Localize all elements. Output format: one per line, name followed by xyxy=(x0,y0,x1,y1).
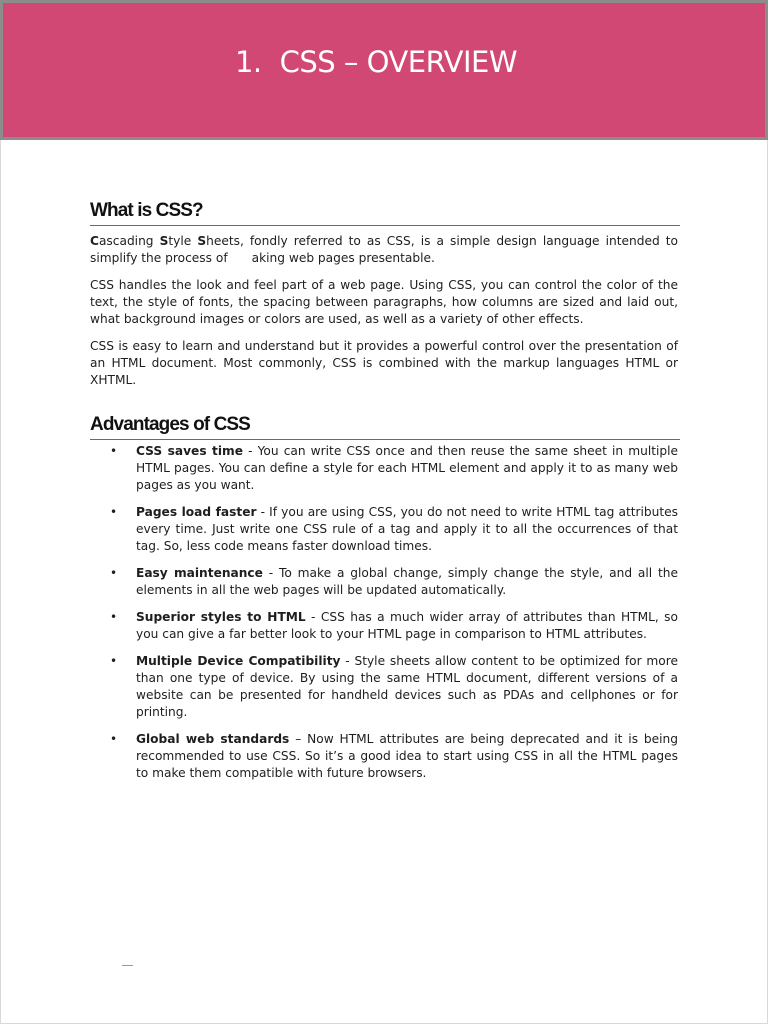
advantage-term: Pages load faster xyxy=(136,505,257,519)
what-is-css-heading: What is CSS? xyxy=(90,200,680,226)
advantage-term: Easy maintenance xyxy=(136,566,263,580)
initial-s-sheets: S xyxy=(197,234,207,248)
intro-ascading: ascading xyxy=(98,234,160,248)
advantage-term: Multiple Device Compatibility xyxy=(136,654,341,668)
bullet: • xyxy=(110,610,118,624)
list-item xyxy=(90,731,678,782)
advantage-term: Global web standards xyxy=(136,732,290,746)
intro-rest-1: heets, fondly referred to as CSS, is a simple design language intended to simplify the process of xyxy=(90,234,678,265)
bullet: • xyxy=(110,654,118,668)
advantage-text: - To make a global change, simply change the style, and all the elements in all the web pages will be updated automatically. xyxy=(136,566,678,597)
intro-rest-2: aking web pages presentable. xyxy=(251,251,435,265)
advantage-term: CSS saves time xyxy=(136,444,244,458)
bullet: • xyxy=(110,732,118,746)
advantage-text: - CSS has a much wider array of attributes than HTML, so you can give a far better look to your HTML page in comparison to HTML attributes. xyxy=(136,610,678,641)
list-item xyxy=(90,609,678,643)
chapter-banner xyxy=(0,0,768,140)
list-item xyxy=(90,653,678,721)
advantage-text: - If you are using CSS, you do not need to write HTML tag attributes every time. Just write one CSS rule of a tag and apply it to all the occurrences of that tag. So, less code means faster download times. xyxy=(136,505,678,553)
paragraph-look-and-feel: CSS handles the look and feel part of a web page. Using CSS, you can control the color of the text, the style of fonts, the spacing between paragraphs, how columns are sized and laid out, what background images or colors are used, as well as a variety of other effects. xyxy=(90,278,678,326)
bullet: • xyxy=(110,444,118,458)
advantage-text: - You can write CSS once and then reuse the same sheet in multiple HTML pages. You can define a style for each HTML element and apply it to as many web pages as you want. xyxy=(136,444,678,492)
advantages-heading: Advantages of CSS xyxy=(90,414,680,440)
initial-c: C xyxy=(90,234,99,248)
intro-tyle: tyle xyxy=(168,234,198,248)
advantages-list xyxy=(90,443,678,792)
footer-mark xyxy=(122,965,133,966)
chapter-title-text: CSS – OVERVIEW xyxy=(279,45,518,79)
bullet: • xyxy=(110,505,118,519)
paragraph-easy-to-learn: CSS is easy to learn and understand but it provides a powerful control over the presentation of an HTML document. Most commonly, CSS is combined with the markup languages HTML or XHTML. xyxy=(90,339,678,387)
initial-s-style: S xyxy=(159,234,169,248)
list-item xyxy=(90,504,678,555)
list-item xyxy=(90,443,678,494)
advantage-text: - Style sheets allow content to be optimized for more than one type of device. By using the same HTML document, different versions of a website can be presented for handheld devices such as PDAs and cellphones or for printing. xyxy=(136,654,678,719)
intro-paragraph xyxy=(90,233,678,267)
bullet: • xyxy=(110,566,118,580)
chapter-number: 1. xyxy=(234,45,262,79)
chapter-title xyxy=(3,45,749,79)
advantage-text: – Now HTML attributes are being deprecated and it is being recommended to use CSS. So it’s a good idea to start using CSS in all the HTML pages to make them compatible with future browsers. xyxy=(136,732,678,780)
advantage-term: Superior styles to HTML xyxy=(136,610,306,624)
list-item xyxy=(90,565,678,599)
